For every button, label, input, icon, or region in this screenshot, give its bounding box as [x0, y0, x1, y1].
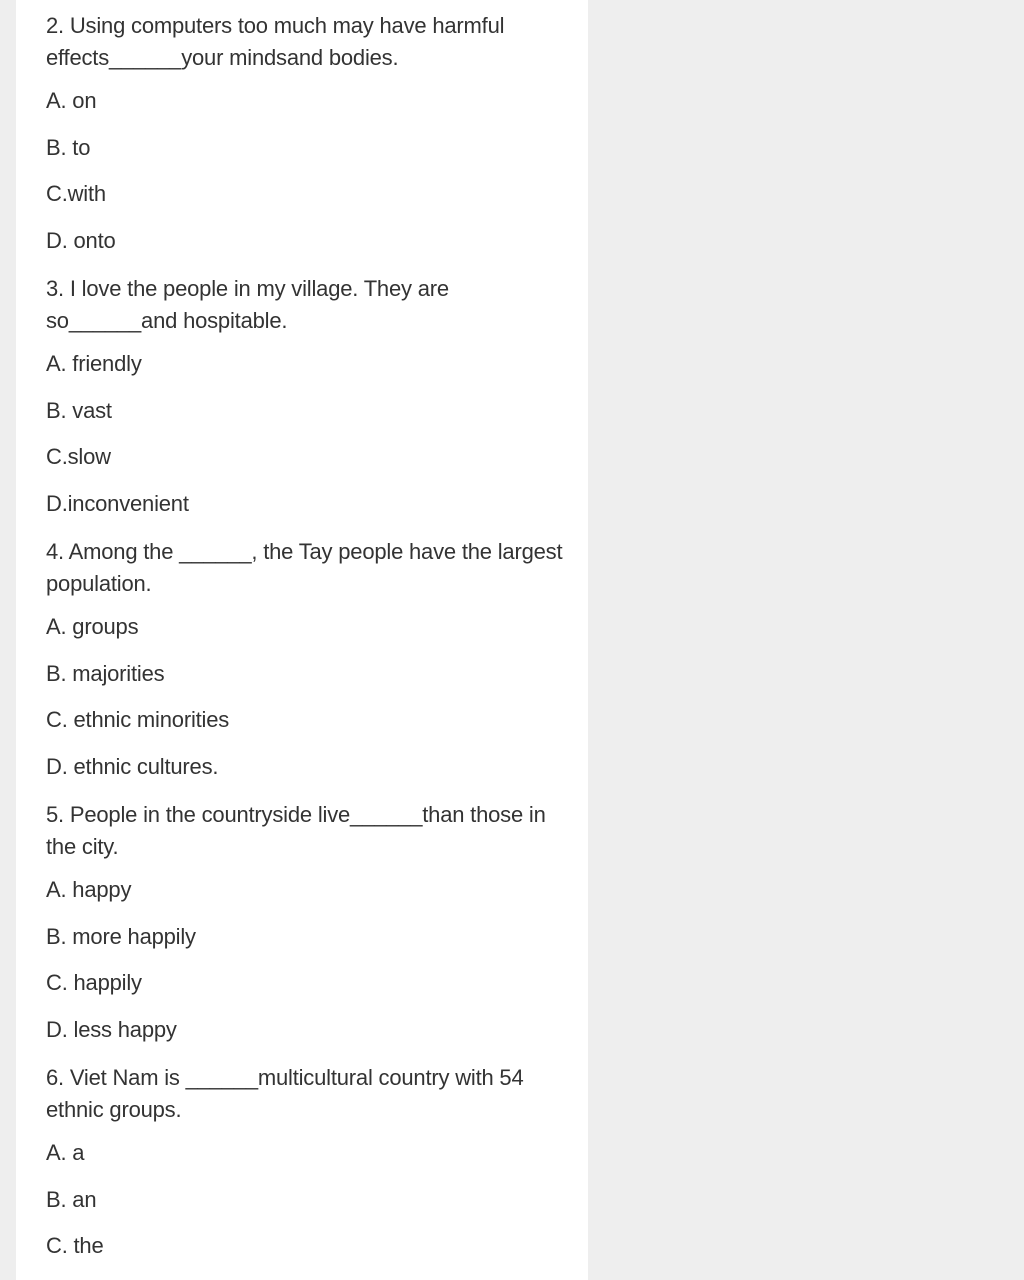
- question-3-option-b: B. vast: [46, 397, 112, 423]
- question-3-option-d: D.inconvenient: [46, 490, 189, 516]
- question-6-option-c: C. the: [46, 1233, 104, 1258]
- question-4-option-c: C. ethnic minorities: [46, 707, 230, 732]
- question-6-option-b: B. an: [46, 1186, 97, 1212]
- question-5-option-a: A. happy: [46, 877, 132, 902]
- question-5-option-c: C. happily: [46, 970, 142, 995]
- question-4: 4. Among the ______, the Tay people have the largest population.: [46, 539, 563, 596]
- question-4-option-b: B. majorities: [46, 660, 165, 686]
- question-6-option-a: A. a: [46, 1140, 85, 1165]
- question-2-option-d: D. onto: [46, 227, 116, 253]
- question-2-option-c: C.with: [46, 181, 106, 206]
- question-5-option-b: B. more happily: [46, 923, 196, 949]
- question-2: 2. Using computers too much may have harmful effects______your mindsand bodies.: [46, 13, 505, 70]
- question-list: [46, 10, 571, 1279]
- question-3: 3. I love the people in my village. They are so______and hospitable.: [46, 276, 449, 333]
- question-4-option-d: D. ethnic cultures.: [46, 753, 219, 779]
- question-3-option-c: C.slow: [46, 444, 111, 469]
- question-6: 6. Viet Nam is ______multicultural country with 54 ethnic groups.: [46, 1065, 524, 1122]
- question-5-option-d: D. less happy: [46, 1016, 177, 1042]
- question-2-option-b: B. to: [46, 134, 91, 160]
- question-5: 5. People in the countryside live______than those in the city.: [46, 802, 546, 859]
- question-2-option-a: A. on: [46, 88, 97, 113]
- question-4-option-a: A. groups: [46, 614, 139, 639]
- question-3-option-a: A. friendly: [46, 351, 142, 376]
- worksheet-page: [16, 0, 588, 1280]
